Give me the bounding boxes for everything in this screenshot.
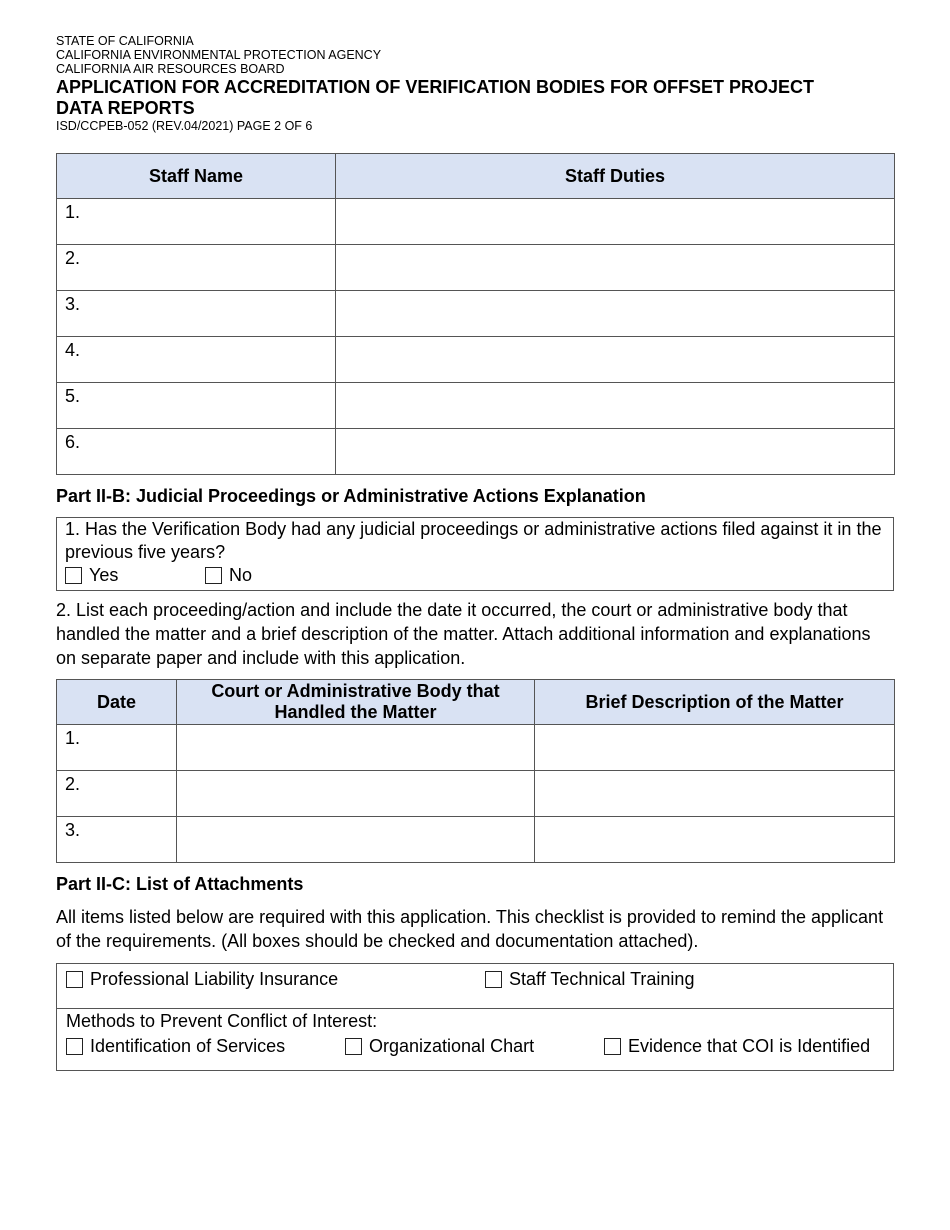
description-cell[interactable]: [535, 725, 895, 771]
identification-services-option[interactable]: [66, 1036, 285, 1057]
form-header: [56, 34, 894, 134]
staff-training-checkbox[interactable]: [485, 971, 502, 988]
staff-duties-header: Staff Duties: [336, 154, 895, 199]
professional-liability-label: Professional Liability Insurance: [90, 969, 339, 989]
no-label: No: [229, 565, 253, 585]
table-row: [57, 245, 895, 291]
staff-training-label: Staff Technical Training: [509, 969, 695, 989]
table-row: [57, 383, 895, 429]
judicial-question-text: 1. Has the Verification Body had any judicial proceedings or administrative actions filed against it in the previous five years?: [65, 519, 882, 562]
staff-name-cell[interactable]: 3.: [57, 291, 336, 337]
date-header: Date: [57, 680, 177, 725]
evidence-coi-checkbox[interactable]: [604, 1038, 621, 1055]
attachments-row-1: [57, 964, 893, 1009]
table-row: [57, 337, 895, 383]
no-checkbox[interactable]: [205, 567, 222, 584]
org-chart-label: Organizational Chart: [369, 1036, 535, 1056]
evidence-coi-option[interactable]: [604, 1036, 870, 1057]
form-title-line2: DATA REPORTS: [56, 98, 195, 118]
court-cell[interactable]: [177, 771, 535, 817]
staff-name-cell[interactable]: 1.: [57, 199, 336, 245]
coi-label: Methods to Prevent Conflict of Interest:: [66, 1011, 378, 1031]
attachments-row-2: [57, 1009, 893, 1070]
proceedings-header-row: [57, 680, 895, 725]
no-option[interactable]: [205, 564, 252, 587]
agency-line-state: STATE OF CALIFORNIA: [56, 34, 194, 48]
date-cell[interactable]: 1.: [57, 725, 177, 771]
form-title: [56, 77, 894, 119]
court-header: Court or Administrative Body that Handled the Matter: [177, 680, 535, 725]
staff-name-cell[interactable]: 6.: [57, 429, 336, 475]
proceedings-table: [56, 679, 895, 863]
yes-checkbox[interactable]: [65, 567, 82, 584]
attachments-checklist: [56, 963, 894, 1071]
table-row: [57, 817, 895, 863]
judicial-question-box: [56, 517, 894, 591]
staff-name-cell[interactable]: 4.: [57, 337, 336, 383]
staff-duties-cell[interactable]: [336, 429, 895, 475]
staff-duties-cell[interactable]: [336, 337, 895, 383]
yes-no-row: [65, 564, 885, 587]
agency-line-carb: CALIFORNIA AIR RESOURCES BOARD: [56, 62, 285, 76]
agency-line-calepa: CALIFORNIA ENVIRONMENTAL PROTECTION AGENCY: [56, 48, 382, 62]
form-id: ISD/CCPEB-052 (REV.04/2021) PAGE 2 OF 6: [56, 119, 313, 133]
description-cell[interactable]: [535, 771, 895, 817]
table-row: [57, 199, 895, 245]
form-title-line1: APPLICATION FOR ACCREDITATION OF VERIFICATION BODIES FOR OFFSET PROJECT: [56, 77, 815, 97]
court-cell[interactable]: [177, 725, 535, 771]
proceedings-instructions: 2. List each proceeding/action and include the date it occurred, the court or administrative body that handled the matter and a brief description of the matter. Attach additional information and explanations on separate paper and include with this application.: [56, 600, 871, 668]
professional-liability-checkbox[interactable]: [66, 971, 83, 988]
date-cell[interactable]: 2.: [57, 771, 177, 817]
org-chart-checkbox[interactable]: [345, 1038, 362, 1055]
staff-duties-cell[interactable]: [336, 291, 895, 337]
form-page: [56, 34, 894, 1071]
table-row: [57, 291, 895, 337]
yes-option[interactable]: [65, 564, 205, 587]
staff-name-cell[interactable]: 2.: [57, 245, 336, 291]
staff-name-cell[interactable]: 5.: [57, 383, 336, 429]
part-iib-heading: Part II-B: Judicial Proceedings or Administrative Actions Explanation: [56, 486, 646, 506]
court-cell[interactable]: [177, 817, 535, 863]
table-row: [57, 429, 895, 475]
staff-duties-cell[interactable]: [336, 199, 895, 245]
yes-label: Yes: [89, 565, 119, 585]
org-chart-option[interactable]: [345, 1036, 534, 1057]
part-iic-heading: Part II-C: List of Attachments: [56, 874, 304, 894]
staff-duties-cell[interactable]: [336, 383, 895, 429]
staff-table: [56, 153, 895, 475]
staff-duties-cell[interactable]: [336, 245, 895, 291]
identification-services-checkbox[interactable]: [66, 1038, 83, 1055]
table-row: [57, 771, 895, 817]
description-header: Brief Description of the Matter: [535, 680, 895, 725]
attachments-instructions: All items listed below are required with this application. This checklist is provided to remind the applicant of the requirements. (All boxes should be checked and documentation attached).: [56, 907, 884, 951]
description-cell[interactable]: [535, 817, 895, 863]
evidence-coi-label: Evidence that COI is Identified: [628, 1036, 871, 1056]
staff-table-header-row: [57, 154, 895, 199]
table-row: [57, 725, 895, 771]
date-cell[interactable]: 3.: [57, 817, 177, 863]
staff-name-header: Staff Name: [57, 154, 336, 199]
professional-liability-option[interactable]: [66, 969, 338, 990]
staff-training-option[interactable]: [485, 969, 694, 990]
identification-services-label: Identification of Services: [90, 1036, 286, 1056]
